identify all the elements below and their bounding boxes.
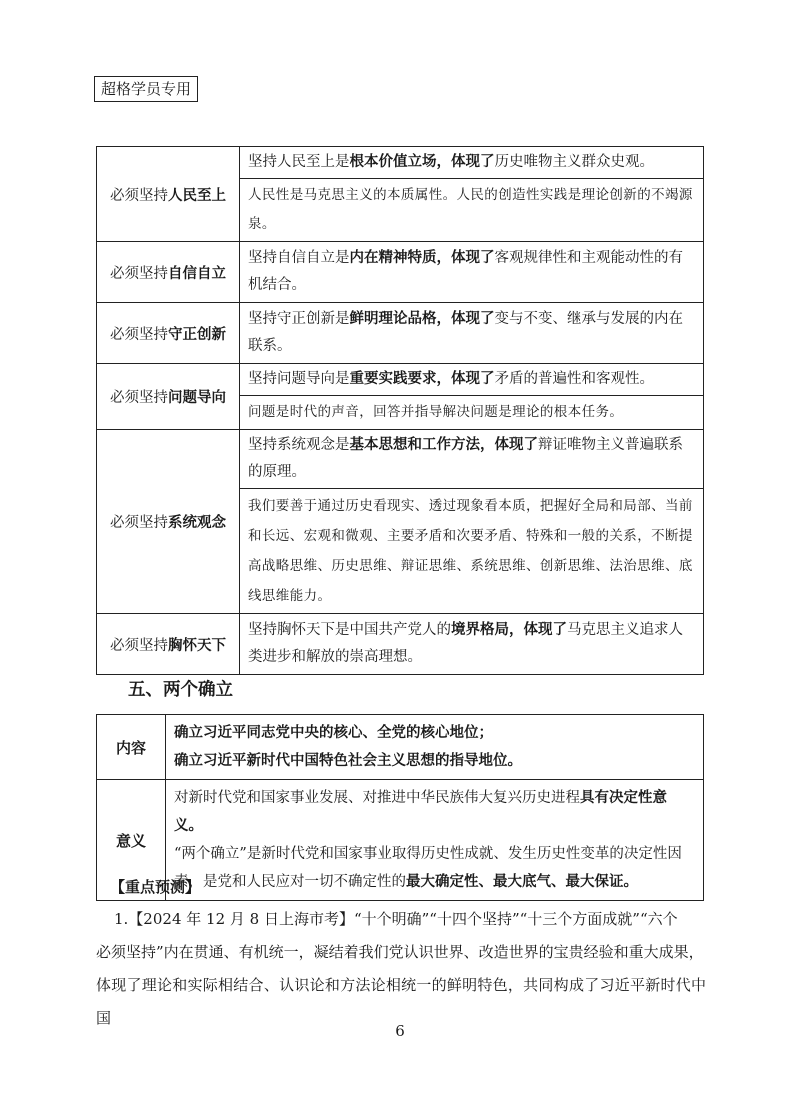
content-line: 确立习近平同志党中央的核心、全党的核心地位； — [174, 725, 493, 741]
six-musts-table — [96, 146, 704, 675]
table-row — [97, 614, 704, 675]
table-row — [97, 364, 704, 396]
table-row — [97, 715, 704, 780]
meaning-line: “两个确立”是新时代党和国家事业取得历史性成就、发生历史性变革的决定性因素，是党和人民应对一切不确定性的最大确定性、最大底气、最大保证。 — [174, 846, 682, 890]
row-main: 坚持人民至上是根本价值立场，体现了历史唯物主义群众史观。 — [240, 147, 704, 179]
paragraph-line: 必须坚持”内在贯通、有机统一，凝结着我们党认识世界、改造世界的宝贵经验和重大成果， — [96, 943, 704, 961]
table-row — [97, 147, 704, 179]
content-label: 内容 — [97, 715, 166, 780]
row-key: 必须坚持系统观念 — [97, 430, 240, 614]
row-note: 问题是时代的声音，回答并指导解决问题是理论的根本任务。 — [240, 396, 704, 430]
meaning-cell — [166, 780, 704, 901]
paragraph-line: 1.【2024 年 12 月 8 日上海市考】“十个明确”“十四个坚持”“十三个方面成就”“六个 — [114, 910, 678, 928]
table-row — [97, 430, 704, 489]
page-number: 6 — [395, 1022, 405, 1040]
table-row — [97, 242, 704, 303]
row-main: 坚持问题导向是重要实践要求，体现了矛盾的普遍性和客观性。 — [240, 364, 704, 396]
meaning-line: 对新时代党和国家事业发展、对推进中华民族伟大复兴历史进程具有决定性意义。 — [174, 790, 667, 834]
usage-stamp: 超格学员专用 — [94, 76, 198, 102]
row-key: 必须坚持问题导向 — [97, 364, 240, 430]
meaning-label: 意义 — [97, 780, 166, 901]
row-key: 必须坚持胸怀天下 — [97, 614, 240, 675]
row-main: 坚持守正创新是鲜明理论品格，体现了变与不变、继承与发展的内在联系。 — [240, 303, 704, 364]
row-key: 必须坚持人民至上 — [97, 147, 240, 242]
row-note: 人民性是马克思主义的本质属性。人民的创造性实践是理论创新的不竭源泉。 — [240, 179, 704, 242]
row-main: 坚持胸怀天下是中国共产党人的境界格局，体现了马克思主义追求人类进步和解放的崇高理想。 — [240, 614, 704, 675]
content-cell — [166, 715, 704, 780]
paragraph-line: 体现了理论和实际相结合、认识论和方法论相统一的鲜明特色，共同构成了习近平新时代中国 — [96, 976, 706, 1027]
row-note: 我们要善于通过历史看现实、透过现象看本质，把握好全局和局部、当前和长远、宏观和微观、主要矛盾和次要矛盾、特殊和一般的关系，不断提高战略思维、历史思维、辩证思维、系统思维、创新思维、法治思维、底线思维能力。 — [240, 489, 704, 614]
section-title: 五、两个确立 — [128, 680, 233, 700]
content-line: 确立习近平新时代中国特色社会主义思想的指导地位。 — [174, 753, 522, 769]
row-main: 坚持自信自立是内在精神特质，体现了客观规律性和主观能动性的有机结合。 — [240, 242, 704, 303]
row-main: 坚持系统观念是基本思想和工作方法，体现了辩证唯物主义普遍联系的原理。 — [240, 430, 704, 489]
table-row — [97, 303, 704, 364]
key-points-paragraph — [96, 903, 706, 1035]
key-points-label: 【重点预测】 — [110, 878, 201, 896]
row-key: 必须坚持自信自立 — [97, 242, 240, 303]
two-establishments-table — [96, 714, 704, 901]
row-key: 必须坚持守正创新 — [97, 303, 240, 364]
